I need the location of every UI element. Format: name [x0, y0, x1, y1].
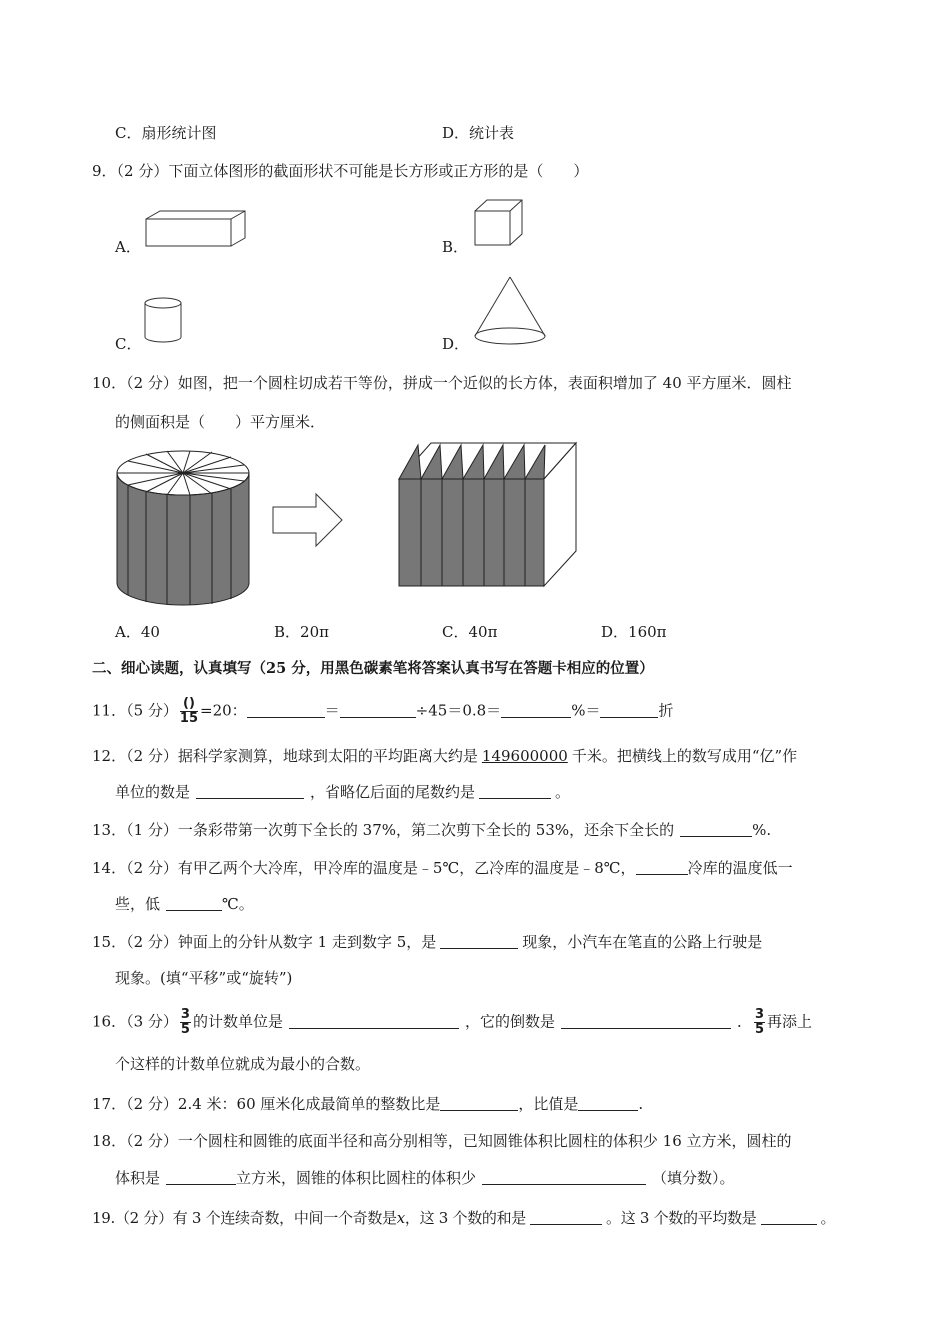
- q14-text-4: ℃。: [222, 895, 254, 913]
- q10-stem-line1: 10．（2 分）如图，把一个圆柱切成若干等份，拼成一个近似的长方体，表面积增加了 40 平方厘米．圆柱: [92, 374, 792, 392]
- q9-label-c: C．: [115, 335, 142, 353]
- q11-prefix: 11．（5 分）: [92, 701, 178, 720]
- q18-blank-2[interactable]: [482, 1169, 646, 1185]
- q16-text-3: ．: [736, 1012, 752, 1031]
- q11-blank-2[interactable]: [340, 702, 416, 718]
- q19-text-1: 19.（2 分）有 3 个连续奇数，中间一个奇数是: [92, 1209, 397, 1227]
- q11-text-2: ＝: [324, 701, 340, 720]
- q18-line1: 18．（2 分）一个圆柱和圆锥的底面半径和高分别相等，已知圆锥体积比圆柱的体积少 16 立方米，圆柱的: [92, 1132, 792, 1150]
- q12-text-1: 12．（2 分）据科学家测算，地球到太阳的平均距离大约是: [92, 747, 478, 765]
- q11-text-3: ÷45＝0.8＝: [415, 701, 502, 720]
- section2-heading: 二、细心读题，认真填写（25 分，用黑色碳素笔将答案认真书写在答题卡相应的位置）: [92, 660, 654, 677]
- q19-variable-x: x: [396, 1209, 405, 1227]
- q11-fraction-denominator: 15: [179, 711, 198, 726]
- q11-blank-4[interactable]: [600, 702, 658, 718]
- q16-text-4: 再添上: [767, 1012, 813, 1031]
- cuboid-figure: [145, 210, 247, 250]
- cone-figure: [474, 276, 546, 346]
- q19-text-2: ，这 3 个数的和是: [404, 1209, 527, 1227]
- q15-text-2: 现象，小汽车在笔直的公路上行驶是: [522, 933, 763, 951]
- q16-blank-2[interactable]: [561, 1013, 731, 1029]
- q11-text-5: 折: [658, 701, 674, 720]
- q10-option-b: B．20π: [274, 623, 329, 641]
- q12-blank-2[interactable]: [479, 783, 551, 799]
- q18-blank-1[interactable]: [166, 1169, 236, 1185]
- q13-text-1: 13．（1 分）一条彩带第一次剪下全长的 37%，第二次剪下全长的 53%，还余下全长的: [92, 821, 675, 839]
- q14-text-3: 些，低: [115, 895, 161, 913]
- q16-fraction-repeat-denominator: 5: [755, 1022, 765, 1037]
- q16-blank-1[interactable]: [289, 1013, 459, 1029]
- q17-text-1: 17．（2 分）2.4 米：60 厘米化成最简单的整数比是: [92, 1095, 441, 1113]
- q10-stem-line2: 的侧面积是（ ）平方厘米．: [115, 413, 326, 431]
- q14-line1: [92, 857, 793, 878]
- q16-line1: [92, 1008, 812, 1037]
- q17-text-2: ，比值是: [518, 1095, 579, 1113]
- q16-fraction: [180, 1008, 191, 1037]
- q14-text-2: 冷库的温度低一: [687, 859, 793, 877]
- q12-line1: [92, 745, 797, 766]
- q19-blank-1[interactable]: [530, 1209, 602, 1225]
- q14-blank-1[interactable]: [636, 859, 688, 875]
- q11-text-4: %＝: [571, 701, 601, 720]
- right-arrow-icon: [272, 493, 344, 547]
- q11-blank-1[interactable]: [247, 702, 325, 718]
- q10-option-d: D．160π: [601, 623, 667, 641]
- q12-text-3: 单位的数是: [115, 783, 191, 801]
- q16-fraction-repeat: [754, 1008, 765, 1037]
- q19-text-4: 。: [820, 1209, 836, 1227]
- q16-line2: 个这样的计数单位就成为最小的合数。: [115, 1055, 371, 1073]
- q16-text-2: ，它的倒数是: [464, 1012, 555, 1031]
- q9-label-b: B．: [442, 238, 469, 256]
- q17-blank-2[interactable]: [578, 1095, 638, 1111]
- q8-option-d: D．统计表: [442, 124, 515, 142]
- q8-option-c: C．扇形统计图: [115, 124, 217, 142]
- q15-text-1: 15．（2 分）钟面上的分针从数字 1 走到数字 5，是: [92, 933, 437, 951]
- q9-label-d: D．: [442, 335, 470, 353]
- q19-row: [92, 1207, 835, 1228]
- q9-label-a: A．: [115, 238, 141, 256]
- q18-text-2: 立方米，圆锥的体积比圆柱的体积少: [236, 1169, 477, 1187]
- q13-blank[interactable]: [680, 821, 752, 837]
- q10-option-c: C．40π: [442, 623, 498, 641]
- cylinder-figure: [144, 297, 184, 344]
- sliced-cylinder-figure: [115, 443, 251, 608]
- q11-fraction-numerator: (): [180, 697, 198, 712]
- q17-blank-1[interactable]: [440, 1095, 518, 1111]
- cube-figure: [474, 199, 524, 247]
- q12-blank-1[interactable]: [196, 783, 304, 799]
- q18-text-3: （填分数）。: [652, 1169, 735, 1187]
- q14-text-1: 14．（2 分）有甲乙两个大冷库，甲冷库的温度是﹣5℃，乙冷库的温度是﹣8℃，: [92, 859, 636, 877]
- q12-line2: [115, 781, 570, 802]
- q18-line2: [115, 1167, 735, 1188]
- q14-blank-2[interactable]: [166, 895, 222, 911]
- q12-text-4: ，省略亿后面的尾数约是: [310, 783, 476, 801]
- q17-text-3: .: [638, 1095, 644, 1113]
- q19-text-3: 。这 3 个数的平均数是: [606, 1209, 757, 1227]
- q16-fraction-repeat-numerator: 3: [755, 1007, 765, 1022]
- q15-line2: 现象。(填“平移”或“旋转”): [115, 969, 293, 987]
- q18-text-1: 体积是: [115, 1169, 161, 1187]
- q15-line1: [92, 931, 762, 952]
- q17-row: [92, 1093, 643, 1114]
- q19-blank-2[interactable]: [761, 1209, 817, 1225]
- q12-text-5: 。: [555, 783, 571, 801]
- q11-row: [92, 697, 673, 726]
- q10-option-a: A．40: [115, 623, 160, 641]
- q14-line2: [115, 893, 254, 914]
- q11-fraction: [180, 697, 198, 726]
- q13-text-2: %.: [752, 821, 772, 839]
- q12-distance-number: 149600000: [481, 747, 568, 765]
- q12-text-2: 千米。把横线上的数写成用“亿”作: [571, 747, 798, 765]
- q16-text-1: 的计数单位是: [192, 1012, 283, 1031]
- approx-cuboid-figure: [397, 441, 579, 588]
- q16-fraction-numerator: 3: [180, 1007, 190, 1022]
- q13-row: [92, 819, 771, 840]
- q9-stem: 9．（2 分）下面立体图形的截面形状不可能是长方形或正方形的是（ ）: [92, 162, 589, 180]
- q16-fraction-denominator: 5: [180, 1022, 190, 1037]
- q16-prefix: 16．（3 分）: [92, 1012, 178, 1031]
- q15-blank[interactable]: [440, 933, 518, 949]
- q11-text-1: =20：: [200, 701, 247, 720]
- q11-blank-3[interactable]: [501, 702, 571, 718]
